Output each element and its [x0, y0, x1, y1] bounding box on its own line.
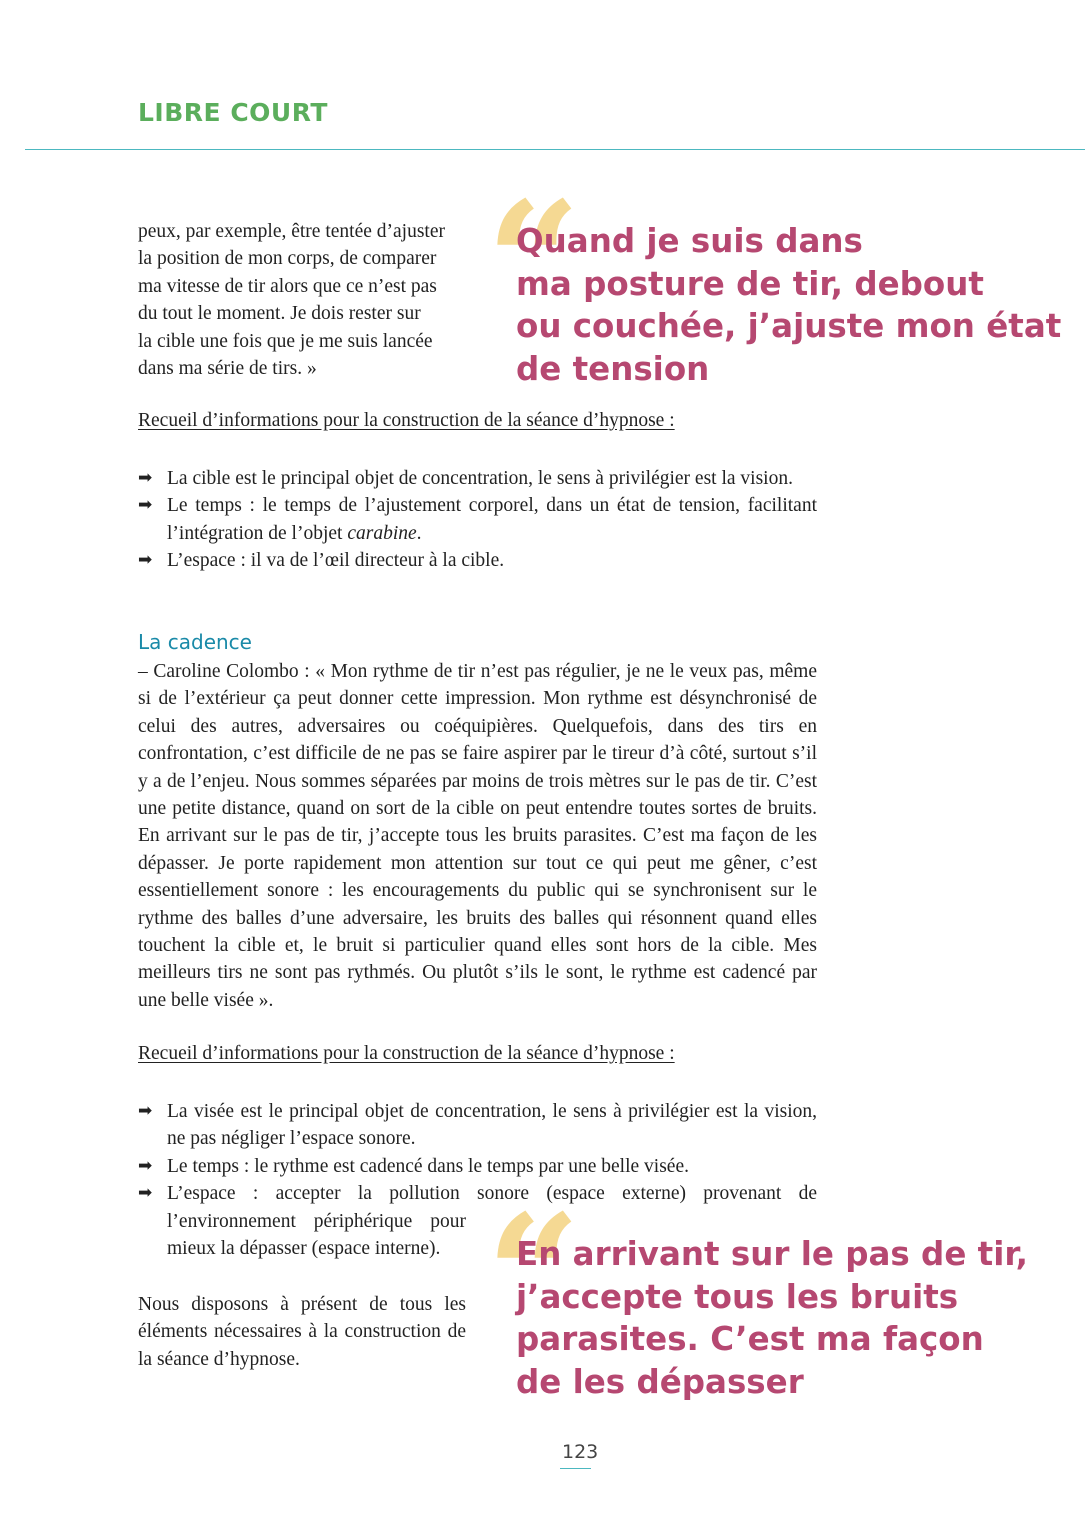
info-heading: Recueil d’informations pour la construction de la séance d’hypnose : [138, 410, 675, 431]
header-rule [25, 149, 1085, 150]
quote-line: ma posture de tir, debout [516, 264, 984, 303]
bullet-text: L’espace : il va de l’œil directeur à la cible. [167, 550, 505, 572]
list-item [138, 465, 817, 492]
list-item [138, 492, 817, 547]
intro-line: la cible une fois que je me suis lancée [138, 330, 433, 352]
closing-paragraph: Nous disposons à présent de tous les éléments nécessaires à la construction de la séance d’hypnose. [138, 1294, 466, 1370]
page-number-rule [560, 1468, 591, 1469]
running-header: LIBRE COURT [138, 98, 328, 127]
info-heading: Recueil d’informations pour la construction de la séance d’hypnose : [138, 1043, 675, 1064]
bullet-text: Le temps : le rythme est cadencé dans le temps par une belle visée. [167, 1155, 689, 1177]
interview-paragraph: – Caroline Colombo : « Mon rythme de tir n’est pas régulier, je ne le veux pas, même si de l’extérieur ça peut donner cette impression. Mon rythme est désynchronisé de celui des autres, adversaires ou coéquipières. Quelquefois, dans des tirs en confrontation, c’est difficile de ne pas se faire aspirer par le tireur d’à côté, surtout s’il y a de l’enjeu. Nous sommes séparées par moins de trois mètres sur le pas de tir. C’est une petite distance, quand on sort de la cible on peut entendre toutes sortes de bruits. En arrivant sur le pas de tir, j’accepte tous les bruits parasites. C’est ma façon de les dépasser. Je porte rapidement mon attention sur tout ce qui peut me gêner, c’est essentiellement sonore : les encouragements du public qui se synchronisent sur le rythme des balles d’une adversaire, les bruits des balles qui résonnent quand elles touchent la cible et, le bruit si particulier quand elles sont hors de la cible. Mes meilleurs tirs ne sont pas rythmés. Ou plutôt s’ils le sont, le rythme est cadencé par une belle visée ». [138, 661, 817, 1011]
arrow-right-icon: ➡ [138, 1101, 153, 1121]
intro-paragraph [138, 218, 466, 382]
arrow-right-icon: ➡ [138, 468, 153, 488]
arrow-right-icon: ➡ [138, 1183, 153, 1204]
page-number: 123 [562, 1441, 599, 1463]
quote-line: parasites. C’est ma façon [516, 1320, 984, 1358]
quote-line: En arrivant sur le pas de tir, [516, 1235, 1028, 1273]
bullet-text: Le temps : le temps de l’ajustement corporel, dans un état de tension, facilitant l’intégration de l’objet [167, 495, 817, 544]
bullet-list [138, 465, 817, 575]
pull-quote-text [516, 220, 1061, 390]
pull-quote-text [516, 1233, 1028, 1403]
bullet-text: La visée est le principal objet de concentration, le sens à privilégier est la vision, ne pas négliger l’espace sonore. [167, 1101, 817, 1150]
arrow-right-icon: ➡ [138, 1155, 153, 1176]
quote-line: Quand je suis dans [516, 222, 863, 260]
intro-line: dans ma série de tirs. » [138, 358, 317, 380]
list-item [138, 1180, 817, 1207]
list-item [138, 1098, 817, 1153]
list-item [138, 1153, 817, 1180]
quote-line: j’accepte tous les bruits [516, 1277, 959, 1316]
bullet-text: . [416, 522, 422, 544]
bullet-continuation: l’environnement périphérique pour mieux la dépasser (espace interne). [167, 1211, 466, 1260]
pull-quote [486, 165, 1062, 390]
arrow-right-icon: ➡ [138, 495, 153, 516]
bullet-list [138, 1098, 817, 1208]
list-item [138, 547, 817, 574]
intro-line: du tout le moment. Je dois rester sur [138, 303, 421, 325]
quote-line: de tension [516, 349, 710, 388]
intro-line: la position de mon corps, de comparer [138, 248, 437, 270]
arrow-right-icon: ➡ [138, 550, 153, 571]
bullet-text: L’espace : accepter la pollution sonore (espace externe) provenant de [167, 1183, 817, 1205]
quote-mark-icon: “ [486, 1178, 581, 1372]
bullet-italic: carabine [347, 522, 417, 544]
quote-line: de les dépasser [516, 1362, 804, 1401]
intro-line: peux, par exemple, être tentée d’ajuster [138, 221, 445, 242]
intro-line: ma vitesse de tir alors que ce n’est pas [138, 275, 437, 297]
section-title: La cadence [138, 630, 252, 654]
bullet-text: La cible est le principal objet de concentration, le sens à privilégier est la vision. [167, 468, 793, 489]
quote-mark-icon: “ [486, 165, 581, 359]
quote-line: ou couchée, j’ajuste mon état [516, 307, 1062, 345]
